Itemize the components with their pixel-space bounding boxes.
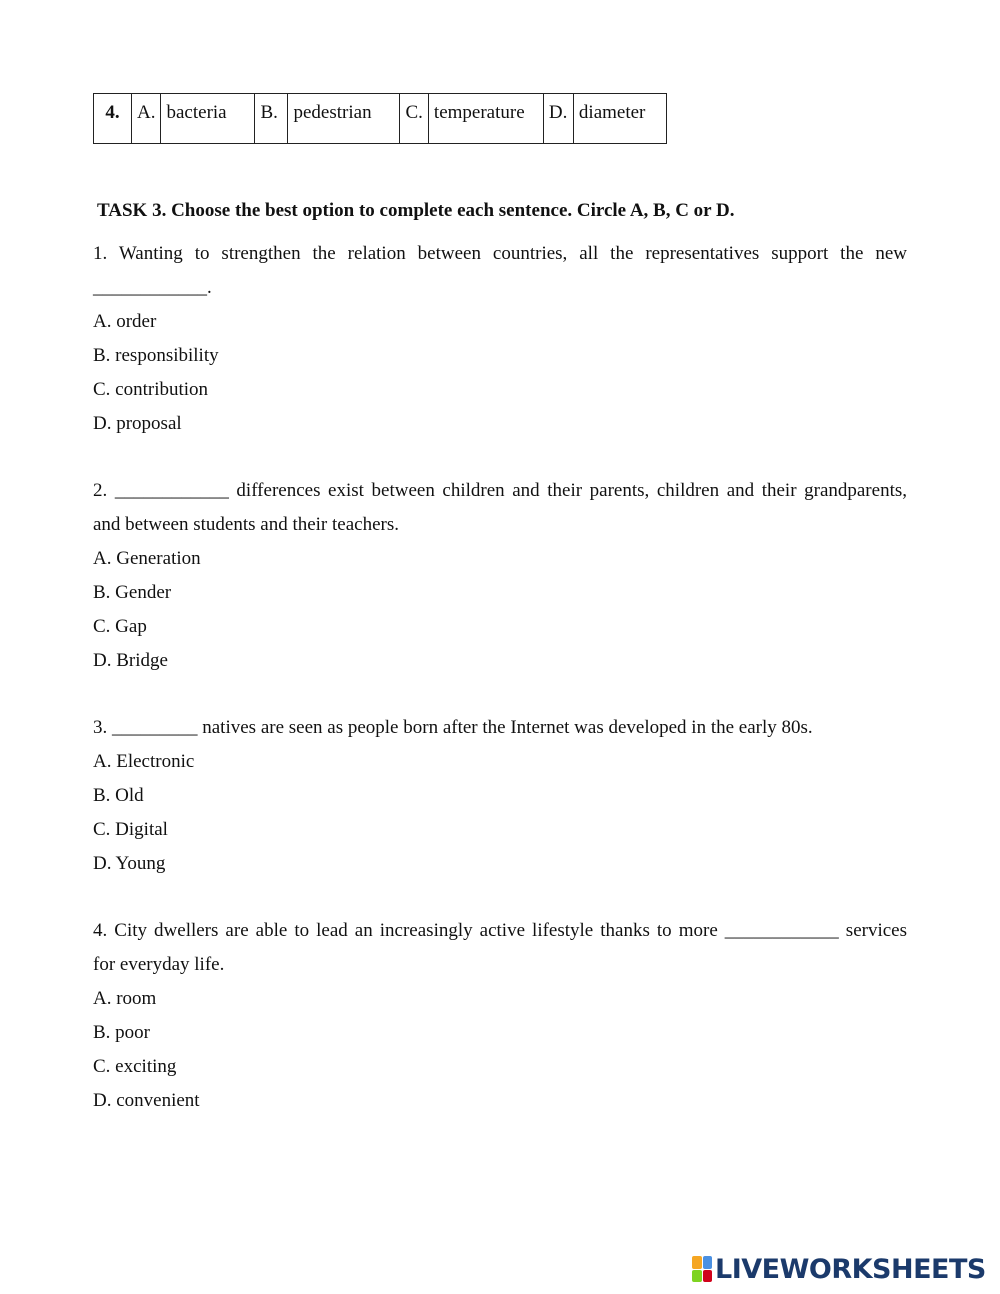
option-letter-d: D. [543, 94, 573, 144]
question-number: 4. [94, 94, 132, 144]
question-4-option-c[interactable]: C. exciting [93, 1056, 177, 1077]
option-letter-c: C. [400, 94, 428, 144]
logo-square-1 [692, 1256, 702, 1269]
question-3-option-d[interactable]: D. Young [93, 853, 166, 874]
question-4-option-b[interactable]: B. poor [93, 1022, 150, 1043]
table-row [94, 94, 667, 144]
logo-square-3 [692, 1270, 702, 1283]
logo-text: LIVEWORKSHEETS [715, 1253, 986, 1285]
liveworksheets-logo[interactable] [692, 1254, 986, 1284]
question-1-blank: ____________. [93, 277, 212, 298]
question-1-option-d[interactable]: D. proposal [93, 413, 182, 434]
vocab-option-table [93, 93, 667, 144]
option-letter-b: B. [255, 94, 288, 144]
question-3-text: 3. _________ natives are seen as people born after the Internet was developed in the early 80s. [93, 717, 813, 738]
question-2-text-cont: and between students and their teachers. [93, 514, 399, 535]
question-3-option-a[interactable]: A. Electronic [93, 751, 195, 772]
question-2-option-a[interactable]: A. Generation [93, 548, 201, 569]
question-1-option-a[interactable]: A. order [93, 311, 157, 332]
logo-square-4 [703, 1270, 713, 1283]
option-word-a[interactable]: bacteria [161, 94, 255, 144]
option-letter-a: A. [132, 94, 161, 144]
question-1-text: 1. Wanting to strengthen the relation between countries, all the representatives support the new [93, 243, 907, 264]
logo-square-2 [703, 1256, 713, 1269]
question-2-option-c[interactable]: C. Gap [93, 616, 147, 637]
question-4-text: 4. City dwellers are able to lead an increasingly active lifestyle thanks to more ____________ services [93, 920, 907, 941]
question-4-option-d[interactable]: D. convenient [93, 1090, 200, 1111]
question-4-text-cont: for everyday life. [93, 954, 225, 975]
question-4-option-a[interactable]: A. room [93, 988, 157, 1009]
option-word-d[interactable]: diameter [573, 94, 666, 144]
question-3-option-c[interactable]: C. Digital [93, 819, 168, 840]
question-3-option-b[interactable]: B. Old [93, 785, 144, 806]
option-word-b[interactable]: pedestrian [288, 94, 400, 144]
task-title: TASK 3. Choose the best option to complete each sentence. Circle A, B, C or D. [97, 200, 735, 221]
question-2-option-d[interactable]: D. Bridge [93, 650, 168, 671]
question-2-option-b[interactable]: B. Gender [93, 582, 172, 603]
question-1-option-b[interactable]: B. responsibility [93, 345, 219, 366]
logo-mark-icon [692, 1256, 712, 1282]
question-1-option-c[interactable]: C. contribution [93, 379, 209, 400]
option-word-c[interactable]: temperature [428, 94, 543, 144]
question-2-text: 2. ____________ differences exist between children and their parents, children and their grandparents, [93, 480, 907, 501]
